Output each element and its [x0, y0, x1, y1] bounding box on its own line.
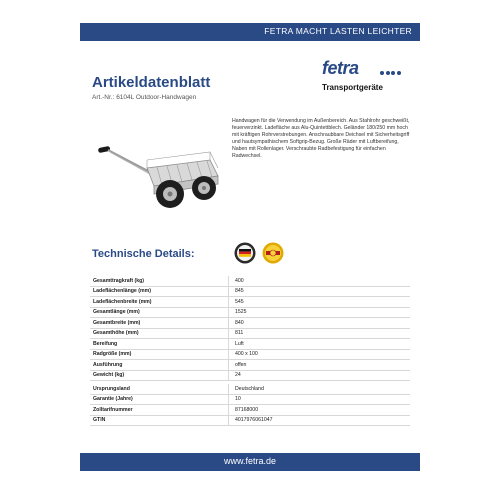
quality-badges	[232, 240, 292, 270]
product-description: Handwagen für die Verwendung im Außenbereich. Aus Stahlrohr geschweißt, feuerverzinkt. Ladefläche aus Alu-Quintettblech. Geländer 180/250 mm hoch mit kräftigen Rohrverstrebungen. Anschraubbare Deichsel mit Sicherheitsgriff und hautsympathischem Softgrip-Bezug. Große Räder mit Luftbereifung, Naben mit Rollenlager. Verschraubte Radbefestigung für einfachen Radwechsel.	[232, 118, 410, 159]
spec-label: Radgröße (mm)	[90, 349, 229, 360]
datasheet-page	[80, 0, 420, 500]
extra-label: Zolltarifnummer	[90, 405, 229, 416]
extra-value: 10	[229, 394, 411, 405]
header-banner	[80, 23, 420, 41]
made-in-germany-badge-icon	[234, 242, 256, 264]
hand-cart-image	[92, 110, 222, 215]
table-row	[90, 370, 410, 381]
extra-value: Deutschland	[229, 384, 411, 394]
page-title: Artikeldatenblatt	[92, 74, 211, 91]
table-row	[90, 339, 410, 350]
spec-value: 545	[229, 297, 411, 308]
guarantee-badge-icon	[262, 242, 284, 264]
spec-label: Gesamthöhe (mm)	[90, 328, 229, 339]
table-row	[90, 384, 410, 394]
table-row	[90, 286, 410, 297]
article-number: Art.-Nr.: 6104L Outdoor-Handwagen	[92, 94, 197, 101]
table-row	[90, 349, 410, 360]
table-row	[90, 328, 410, 339]
logo-dots	[380, 71, 401, 75]
table-row	[90, 405, 410, 416]
spec-value: 400	[229, 276, 411, 286]
extra-value: 4017976061047	[229, 415, 411, 426]
extra-label: Garantie (Jahre)	[90, 394, 229, 405]
logo-word: fetra	[322, 58, 359, 78]
table-row	[90, 276, 410, 286]
logo-tagline: Transportgeräte	[322, 83, 383, 92]
extra-label: GTIN	[90, 415, 229, 426]
spec-label: Ladeflächenlänge (mm)	[90, 286, 229, 297]
table-row	[90, 415, 410, 426]
extra-value: 87168000	[229, 405, 411, 416]
spec-value: 400 x 100	[229, 349, 411, 360]
spec-value: 840	[229, 318, 411, 329]
table-row	[90, 394, 410, 405]
extra-label: Ursprungsland	[90, 384, 229, 394]
spec-label: Gesamtlänge (mm)	[90, 307, 229, 318]
spec-table	[90, 276, 410, 426]
footer-url: www.fetra.de	[223, 456, 277, 466]
spec-label: Bereifung	[90, 339, 229, 350]
spec-value: 1525	[229, 307, 411, 318]
spec-value: Luft	[229, 339, 411, 350]
technical-details-heading: Technische Details:	[92, 248, 195, 260]
spec-value: 24	[229, 370, 411, 381]
fetra-logo	[322, 58, 412, 98]
header-banner-text: FETRA MACHT LASTEN LEICHTER	[264, 26, 412, 36]
table-row	[90, 297, 410, 308]
spec-label: Gesamttragkraft (kg)	[90, 276, 229, 286]
table-row	[90, 318, 410, 329]
spec-label: Ladeflächenbreite (mm)	[90, 297, 229, 308]
spec-label: Gewicht (kg)	[90, 370, 229, 381]
spec-value: 845	[229, 286, 411, 297]
table-row	[90, 307, 410, 318]
table-row	[90, 360, 410, 371]
spec-value: 811	[229, 328, 411, 339]
spec-label: Ausführung	[90, 360, 229, 371]
spec-value: offen	[229, 360, 411, 371]
spec-label: Gesamtbreite (mm)	[90, 318, 229, 329]
footer-banner	[80, 453, 420, 471]
